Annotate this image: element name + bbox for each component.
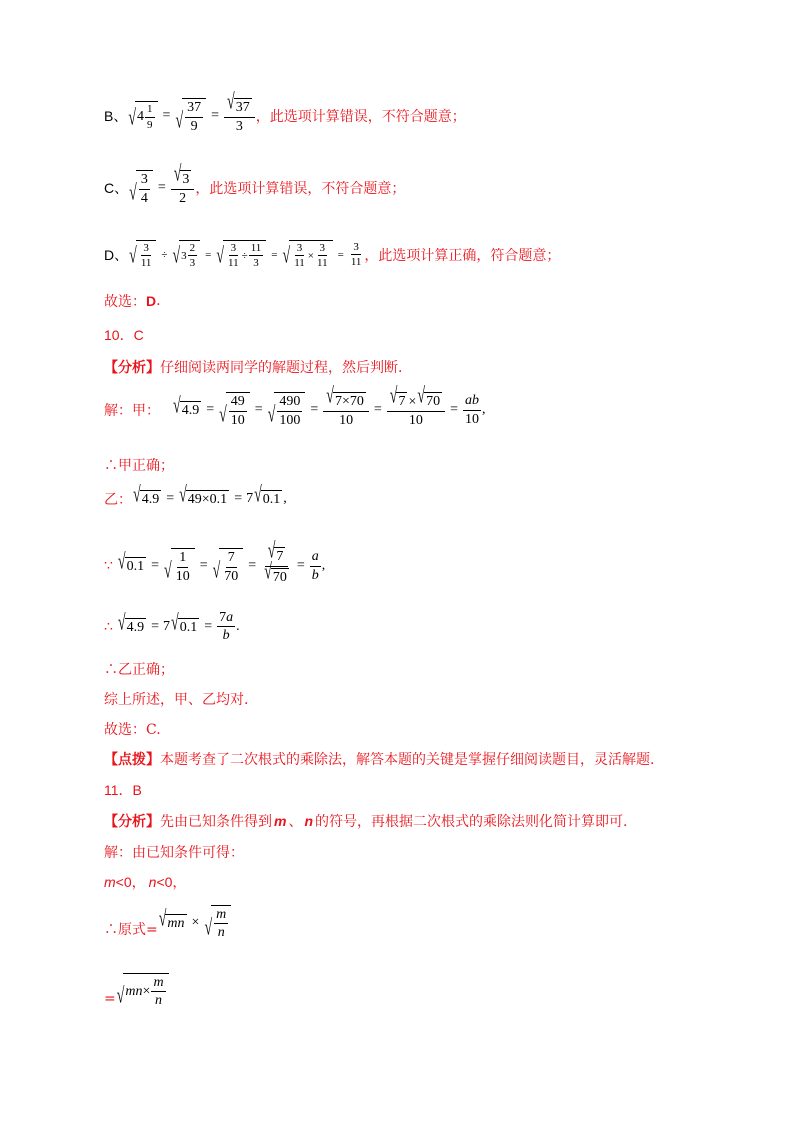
solution-11-intro: 解：由已知条件可得：: [104, 845, 244, 861]
conditions-line: [104, 872, 186, 892]
equals-label: =: [104, 990, 116, 1007]
question-10-heading: [104, 325, 144, 345]
question-10-answer: 10．C: [104, 327, 144, 343]
option-d-label: D、: [104, 246, 129, 263]
therefore-yi: ∴乙正确；: [104, 662, 174, 678]
solution-10-jia-math: √ 4.9 = √ $\frac{49}{10}$ = √ $\frac{490}{100}$ = √ 7×70 10 = √ 7 × √ 70 10 = $\frac{ab}{10}$ ,: [173, 385, 486, 428]
analysis-10-tag: 【分析】: [104, 360, 160, 376]
analysis-10-line: [104, 357, 402, 377]
tip-10-text: 本题考查了二次根式的乘除法，解答本题的关键是掌握仔细阅读题目，灵活解题.: [160, 752, 655, 768]
question-11-answer: 11．B: [104, 782, 142, 798]
analysis-11-line: [104, 811, 627, 831]
analysis-11-sep: 、: [288, 814, 303, 830]
tip-10-tag: 【点拨】: [104, 752, 160, 768]
yi-math: √ 4.9 = √ 49×0.1 = 7 √ 0.1 ,: [133, 484, 287, 508]
solution-11-intro-line: [104, 842, 244, 862]
summary-10: 综上所述，甲、乙均对.: [104, 692, 249, 708]
condition-m: m: [104, 874, 116, 890]
option-c-note: ，此选项计算错误，不符合题意；: [195, 181, 406, 198]
choose-d-value: D: [146, 293, 157, 309]
condition-n: n: [148, 874, 157, 890]
therefore-line: [104, 610, 240, 644]
option-d-math: √ $\frac{3}{11}$ ÷ √ 3 $\frac{2}{3}$ = √ $\frac{3}{11}$ ÷ $\frac{11}{3}$ = √ $\frac{3}{11}$ × $\frac{3}{11}$ = $\frac{3}{11}$: [129, 241, 362, 270]
analysis-11-text-b: 的符号，再根据二次根式的乘除法则化简计算即可.: [315, 814, 628, 830]
condition-m-lt0: <0，: [115, 874, 146, 890]
yi-line: [104, 484, 287, 509]
simplified-math: √ mn × $\frac{m}{n}$: [116, 973, 170, 1009]
choose-d-prefix: 故选：: [104, 294, 146, 310]
option-d-line: [104, 240, 560, 269]
option-b-note: ，此选项计算错误，不符合题意；: [255, 109, 466, 126]
option-d-note: ，此选项计算正确，符合题意；: [364, 247, 561, 264]
therefore-math: √ 4.9 = 7 √ 0.1 = $\frac{7a}{b}$ .: [117, 610, 240, 644]
question-11-heading: [104, 780, 142, 800]
simplified-line: [104, 973, 170, 1009]
option-c-label: C、: [104, 180, 129, 197]
original-expression-line: [104, 905, 232, 941]
analysis-11-n: n: [304, 813, 314, 829]
original-label: ∴原式=: [104, 921, 158, 938]
analysis-10-text: 仔细阅读两同学的解题过程，然后判断.: [160, 360, 403, 376]
because-symbol: ∵: [104, 558, 113, 575]
option-c-math: √ $\frac{3}{4}$ = √ 3 2: [128, 170, 195, 206]
therefore-symbol: ∴: [104, 618, 113, 635]
analysis-11-text-a: 先由已知条件得到: [160, 814, 272, 830]
because-math: √ 0.1 = √ $\frac{1}{10}$ = √ $\frac{7}{70}$ = √ 7 √ 70 = $\frac{a}{b}$ ,: [117, 540, 326, 586]
therefore-jia: ∴甲正确；: [104, 458, 174, 474]
solution-10-label: 解：甲：: [104, 403, 160, 420]
therefore-jia-line: [104, 455, 174, 475]
tip-10-line: [104, 749, 654, 769]
choose-c-line: [104, 719, 161, 739]
yi-label: 乙：: [104, 492, 132, 508]
summary-10-line: [104, 689, 248, 709]
solution-10-jia-line: [104, 385, 486, 428]
choose-c: 故选：C.: [104, 722, 161, 738]
choose-d-line: [104, 291, 161, 311]
option-b-line: [104, 91, 466, 134]
therefore-yi-line: [104, 659, 174, 679]
option-b-math: √ 4 $\frac{1}{9}$ = √ $\frac{37}{9}$ = √ 37 3: [127, 98, 255, 134]
because-line: [104, 540, 326, 586]
analysis-11-m: m: [274, 813, 287, 829]
option-b-label: B、: [104, 108, 128, 125]
condition-n-lt0: <0，: [156, 874, 187, 890]
option-c-line: [104, 163, 406, 206]
original-math: √ mn × √ $\frac{m}{n}$: [158, 905, 233, 941]
analysis-11-tag: 【分析】: [104, 814, 160, 830]
choose-d-suffix: .: [156, 293, 161, 309]
